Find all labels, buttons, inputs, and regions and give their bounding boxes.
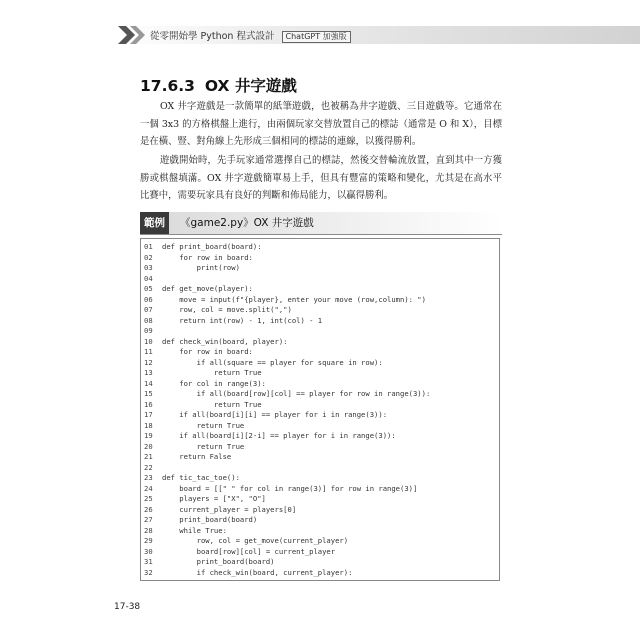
- code-line: [144, 568, 497, 579]
- code-line: [144, 316, 497, 327]
- code-line: [144, 253, 497, 264]
- edition-badge: ChatGPT 加強版: [282, 31, 351, 43]
- code-line: [144, 421, 497, 432]
- code-line: [144, 358, 497, 369]
- code-text: return int(row) - 1, int(col) - 1: [162, 315, 323, 325]
- code-text: print_board(board): [162, 557, 275, 566]
- line-number: 03: [144, 263, 153, 272]
- code-line: [144, 484, 497, 495]
- line-number: 25: [144, 494, 153, 503]
- line-number: 08: [144, 315, 153, 325]
- line-number: 01: [144, 242, 153, 251]
- code-text: print_board(board): [162, 515, 258, 524]
- code-line: [144, 526, 497, 537]
- code-line: [144, 305, 497, 316]
- line-number: 06: [144, 294, 153, 304]
- code-text: if check_win(board, current_player):: [162, 567, 353, 577]
- code-text: row, col = get_move(current_player): [162, 536, 349, 545]
- line-number: 04: [144, 273, 153, 283]
- line-number: 26: [144, 504, 153, 514]
- line-number: 21: [144, 452, 153, 461]
- line-number: 28: [144, 525, 153, 535]
- line-number: 18: [144, 420, 153, 430]
- code-text: row, col = move.split(","): [162, 305, 292, 314]
- code-text: board = [[" " for col in range(3)] for row in range(3)]: [162, 483, 418, 493]
- section-title: OX 井字遊戲: [204, 77, 297, 95]
- code-line: [144, 284, 497, 295]
- code-text: while True:: [162, 525, 227, 535]
- code-line: [144, 326, 497, 337]
- example-title: 《game2.py》OX 井字遊戲: [180, 217, 314, 229]
- line-number: 13: [144, 368, 153, 377]
- code-line: [144, 347, 497, 358]
- code-text: if all(board[row][col] == player for row in range(3)):: [162, 389, 431, 398]
- line-number: 09: [144, 326, 153, 335]
- example-caption-bar: [140, 212, 502, 235]
- intro-paragraph: OX 井字遊戲是一款簡單的紙筆遊戲，也被稱為井字遊戲、三目遊戲等。它通常在一個 3x3 的方格棋盤上進行，由兩個玩家交替放置自己的標誌（通常是 O 和 X），目標是在橫、豎、對角線上先形成三個相同的標誌的連線，以獲得勝利。: [140, 101, 502, 147]
- line-number: 14: [144, 378, 153, 388]
- code-text: current_player = players[0]: [162, 504, 297, 514]
- code-text: def print_board(board):: [162, 242, 262, 251]
- code-line: [144, 536, 497, 547]
- line-number: 02: [144, 252, 153, 262]
- line-number: 19: [144, 431, 153, 440]
- line-number: 27: [144, 515, 153, 524]
- code-text: if all(board[i][2-i] == player for i in range(3)):: [162, 431, 396, 440]
- code-text: for row in board:: [162, 252, 253, 262]
- code-line: [144, 463, 497, 474]
- code-text: def check_win(board, player):: [162, 336, 288, 346]
- section-number: 17.6.3: [140, 77, 195, 95]
- code-text: if all(square == player for square in row):: [162, 357, 383, 367]
- code-text: for row in board:: [162, 347, 253, 356]
- line-number: 15: [144, 389, 153, 398]
- code-line: [144, 337, 497, 348]
- book-title: 從零開始學 Python 程式設計: [150, 31, 275, 42]
- line-number: 17: [144, 410, 153, 419]
- code-lines: [144, 242, 497, 578]
- code-line: [144, 442, 497, 453]
- code-text: return False: [162, 452, 232, 461]
- code-line: [144, 473, 497, 484]
- code-text: return True: [162, 368, 262, 377]
- line-number: 32: [144, 567, 153, 577]
- line-number: 24: [144, 483, 153, 493]
- code-text: def tic_tac_toe():: [162, 473, 240, 482]
- line-number: 20: [144, 441, 153, 451]
- code-line: [144, 295, 497, 306]
- header-chevron-icon: [118, 26, 154, 44]
- code-line: [144, 494, 497, 505]
- line-number: 12: [144, 357, 153, 367]
- code-line: [144, 557, 497, 568]
- line-number: 31: [144, 557, 153, 566]
- code-text: move = input(f"{player}, enter your move (row,column): "): [162, 294, 426, 304]
- code-line: [144, 410, 497, 421]
- page-number: 17-38: [114, 602, 141, 612]
- code-line: [144, 452, 497, 463]
- line-number: 29: [144, 536, 153, 545]
- code-listing: [140, 238, 500, 581]
- code-line: [144, 515, 497, 526]
- example-tag: 範例: [140, 212, 169, 234]
- code-text: return True: [162, 420, 245, 430]
- code-line: [144, 263, 497, 274]
- code-text: def get_move(player):: [162, 284, 253, 293]
- code-text: board[row][col] = current_player: [162, 546, 336, 556]
- code-line: [144, 389, 497, 400]
- code-line: [144, 431, 497, 442]
- line-number: 10: [144, 336, 153, 346]
- code-text: for col in range(3):: [162, 378, 266, 388]
- code-line: [144, 242, 497, 253]
- code-text: players = ["X", "O"]: [162, 494, 266, 503]
- code-text: return True: [162, 441, 245, 451]
- code-line: [144, 379, 497, 390]
- code-line: [144, 547, 497, 558]
- code-line: [144, 505, 497, 516]
- line-number: 16: [144, 399, 153, 409]
- code-line: [144, 368, 497, 379]
- code-text: return True: [162, 399, 262, 409]
- line-number: 30: [144, 546, 153, 556]
- running-header: [150, 28, 351, 43]
- section-heading: [140, 74, 297, 96]
- code-line: [144, 400, 497, 411]
- gameplay-paragraph: 遊戲開始時，先手玩家通常選擇自己的標誌，然後交替輪流放置，直到其中一方獲勝或棋盤填滿。OX 井字遊戲簡單易上手，但具有豐富的策略和變化，尤其是在高水平比賽中，需要玩家具有良好的判斷和佈局能力，以贏得勝利。: [140, 155, 502, 201]
- code-text: if all(board[i][i] == player for i in range(3)):: [162, 410, 388, 419]
- line-number: 11: [144, 347, 153, 356]
- line-number: 05: [144, 284, 153, 293]
- code-line: [144, 274, 497, 285]
- line-number: 07: [144, 305, 153, 314]
- line-number: 23: [144, 473, 153, 482]
- line-number: 22: [144, 462, 153, 472]
- code-text: print(row): [162, 263, 240, 272]
